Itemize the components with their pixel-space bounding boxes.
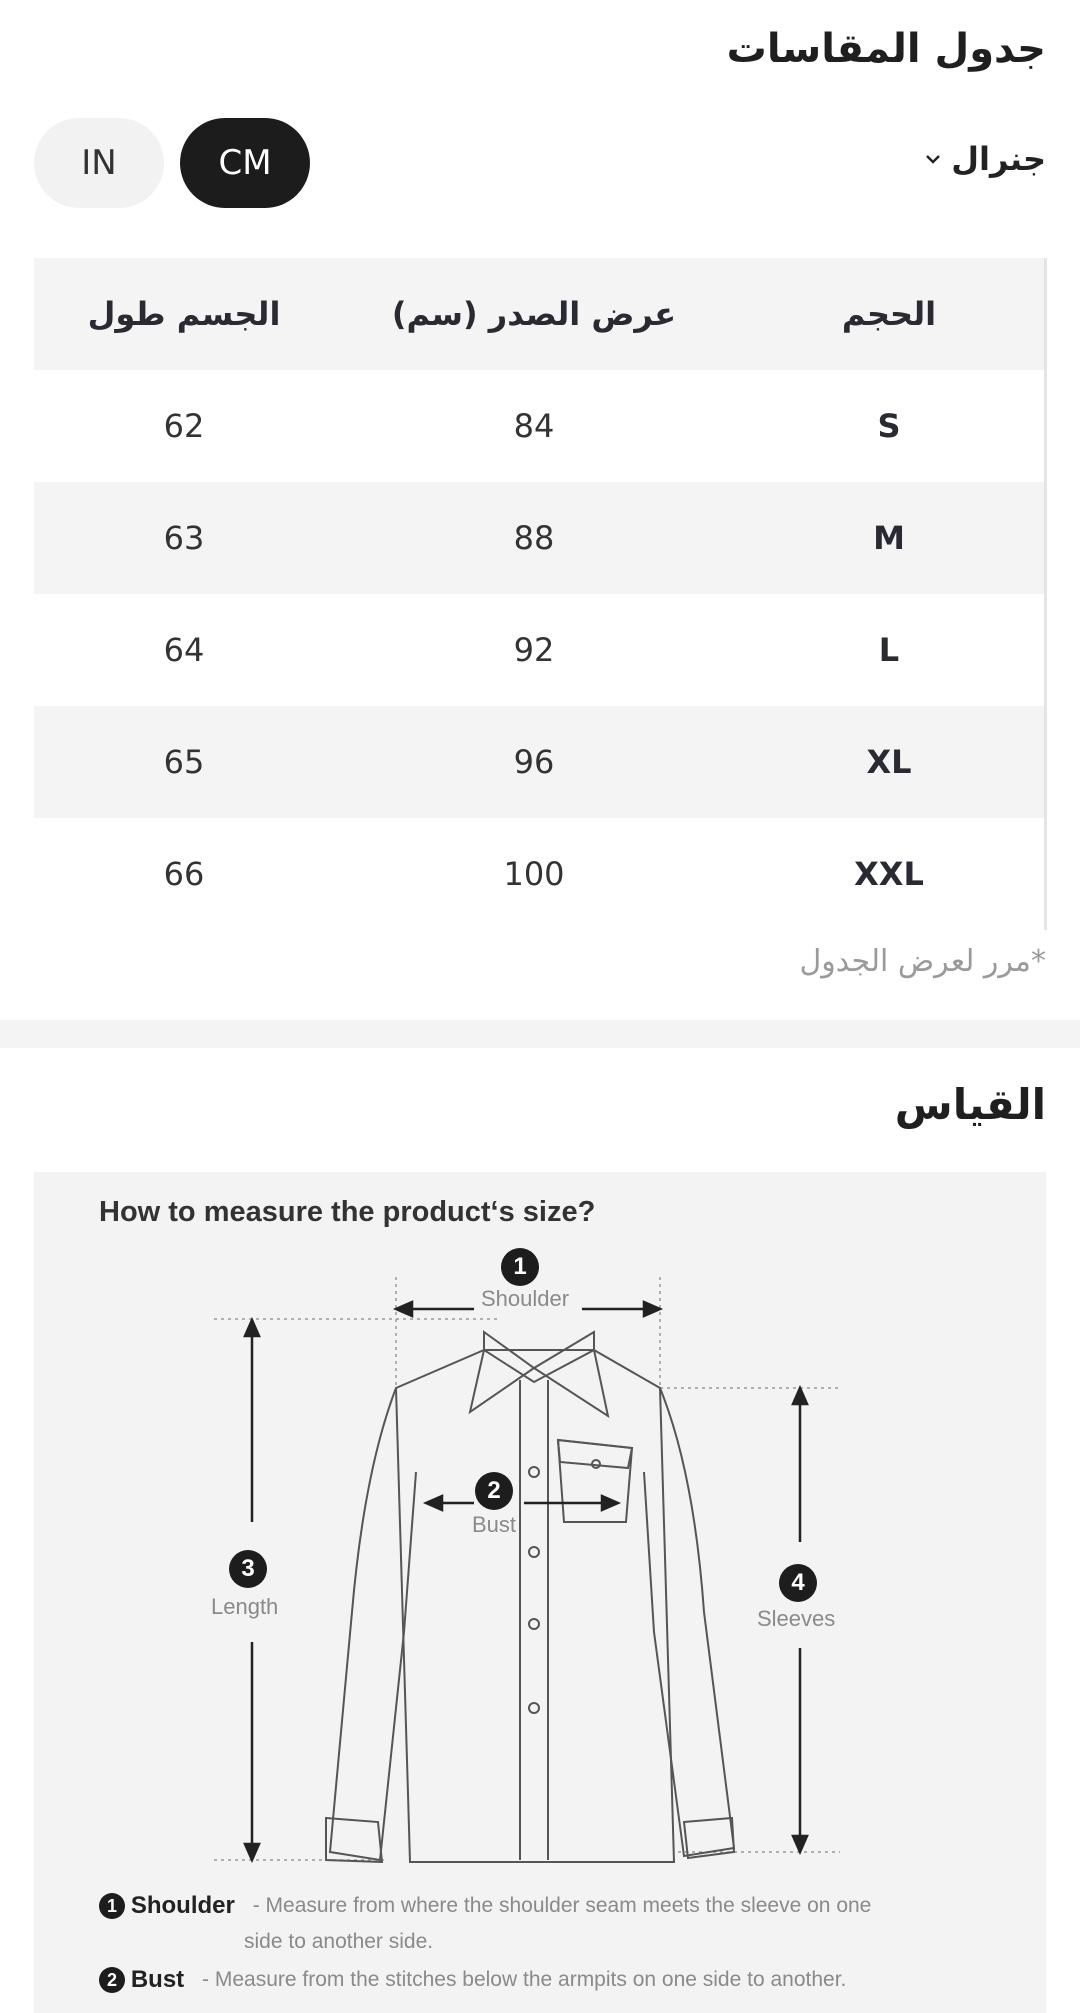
legend-number-1: 1 <box>99 1893 125 1919</box>
size-cell: S <box>877 407 901 445</box>
page-title: جدول المقاسات <box>726 26 1046 72</box>
bust-label: Bust <box>472 1512 517 1537</box>
legend-item-shoulder <box>99 1892 871 1920</box>
table-row <box>34 594 1044 706</box>
measurement-guide-image <box>34 1172 1046 2013</box>
size-table <box>34 258 1047 930</box>
fit-filter-label: جنرال <box>951 140 1046 178</box>
bust-cell: 92 <box>513 631 555 669</box>
legend-text-bust: - Measure from the stitches below the armpits on one side to another. <box>202 1967 847 1991</box>
size-cell: XL <box>866 743 912 781</box>
size-cell: M <box>873 519 905 557</box>
legend-text-shoulder: - Measure from where the shoulder seam meets the sleeve on one <box>252 1893 872 1917</box>
number-2-badge: 2 <box>475 1472 513 1510</box>
measure-question: How to measure the product‘s size? <box>99 1196 596 1228</box>
column-header-length: الجسم طول <box>87 295 281 333</box>
fit-filter-dropdown[interactable] <box>925 140 1046 178</box>
sleeves-label: Sleeves <box>757 1606 836 1631</box>
bust-cell: 84 <box>513 407 555 445</box>
section-divider <box>0 1020 1080 1048</box>
number-3-badge: 3 <box>229 1550 267 1588</box>
measure-section-title: القياس <box>894 1080 1046 1129</box>
chevron-down-icon <box>925 151 941 167</box>
table-row <box>34 818 1044 930</box>
unit-cm-button[interactable]: CM <box>180 118 310 208</box>
legend-name-shoulder: Shoulder <box>130 1892 235 1919</box>
legend-item-bust <box>99 1966 846 1994</box>
scroll-hint: *مرر لعرض الجدول <box>799 944 1046 979</box>
column-header-size: الحجم <box>841 295 937 333</box>
length-cell: 65 <box>163 743 205 781</box>
length-cell: 66 <box>163 855 205 893</box>
length-cell: 64 <box>163 631 205 669</box>
table-row <box>34 370 1044 482</box>
length-cell: 62 <box>163 407 205 445</box>
legend-number-2: 2 <box>99 1967 125 1993</box>
legend-text-shoulder-cont: side to another side. <box>244 1930 434 1953</box>
size-cell: XXL <box>854 855 924 893</box>
length-label: Length <box>211 1594 279 1619</box>
table-header-row <box>34 258 1044 370</box>
number-4-badge: 4 <box>779 1564 817 1602</box>
bust-cell: 96 <box>513 743 555 781</box>
table-row <box>34 706 1044 818</box>
column-header-bust: عرض الصدر (سم) <box>391 295 677 333</box>
table-row <box>34 482 1044 594</box>
length-cell: 63 <box>163 519 205 557</box>
size-cell: L <box>878 631 900 669</box>
bust-cell: 88 <box>513 519 555 557</box>
shoulder-label: Shoulder <box>481 1286 570 1311</box>
bust-cell: 100 <box>503 855 565 893</box>
unit-in-button[interactable]: IN <box>34 118 164 208</box>
number-1-badge: 1 <box>501 1248 539 1286</box>
legend-name-bust: Bust <box>130 1966 185 1993</box>
